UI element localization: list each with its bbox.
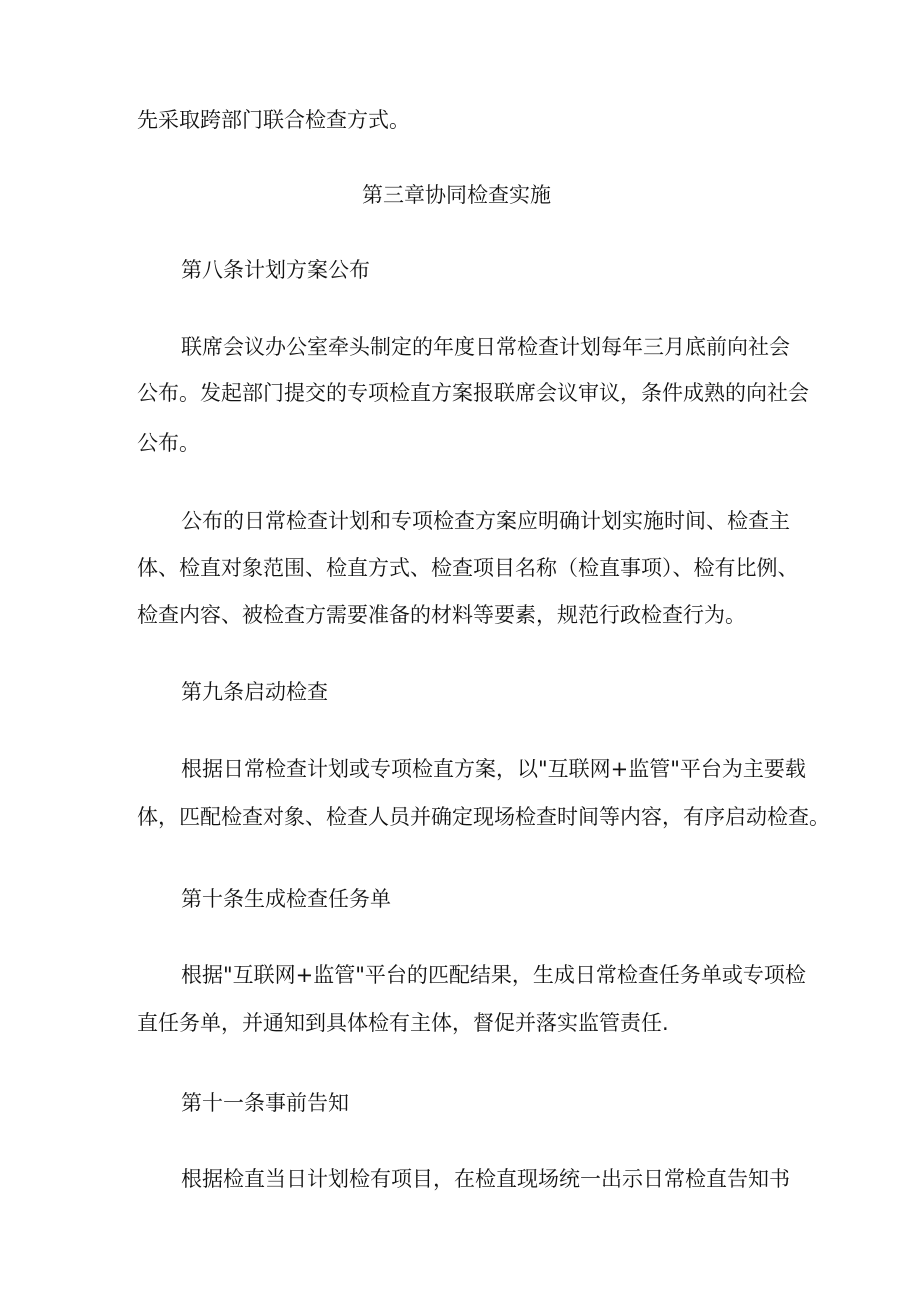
paragraph-line: 根据检直当日计划检有项目，在检直现场统一出示日常检直告知书 (181, 1167, 790, 1191)
article-heading: 第十一条事前告知 (181, 1091, 349, 1115)
article-heading: 第八条计划方案公布 (181, 258, 370, 282)
paragraph-line: 体，匹配检查对象、检查人员并确定现场检查时间等内容，有序启动检查。 (137, 805, 830, 829)
paragraph-line: 检查内容、被检查方需要准备的材料等要素，规范行政检查行为。 (137, 603, 746, 627)
paragraph-line: 直任务单，并通知到具体检有主体，督促并落实监管责任. (137, 1011, 669, 1035)
paragraph-line: 联席会议办公室牵头制定的年度日常检查计划每年三月底前向社会 (181, 335, 790, 359)
article-heading: 第九条启动检查 (181, 680, 328, 704)
paragraph-line: 根据日常检查计划或专项检直方案，以"互联网+监管"平台为主要载 (181, 757, 806, 781)
continuation-line: 先采取跨部门联合检查方式。 (137, 108, 410, 132)
article-heading: 第十条生成检查任务单 (181, 887, 391, 911)
chapter-title: 第三章协同检查实施 (362, 183, 551, 207)
paragraph-line: 公布。 (137, 431, 200, 455)
paragraph-line: 公布的日常检查计划和专项检查方案应明确计划实施时间、检查主 (181, 509, 790, 533)
paragraph-line: 公布。发起部门提交的专项检直方案报联席会议审议，条件成熟的向社会 (137, 381, 809, 405)
paragraph-line: 体、检直对象范围、检直方式、检查项目名称（检直事项）、检有比例、 (137, 556, 799, 580)
paragraph-line: 根据"互联网+监管"平台的匹配结果，生成日常检查任务单或专项检 (181, 963, 806, 987)
